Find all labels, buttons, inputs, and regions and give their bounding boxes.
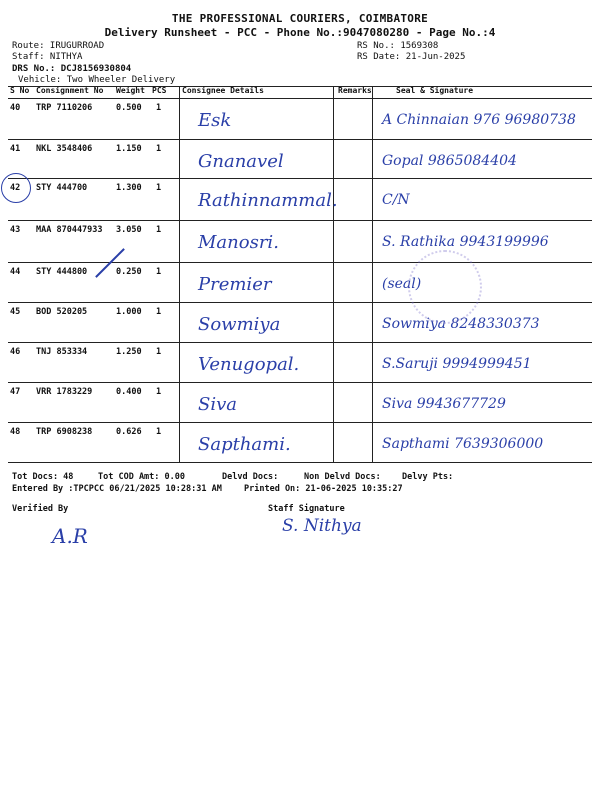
row-weight: 1.000 — [116, 307, 142, 317]
row-divider — [8, 262, 592, 263]
remarks-column-divider — [333, 86, 334, 462]
row-divider — [8, 302, 592, 303]
row-serial-number: 48 — [10, 427, 21, 437]
row-serial-number: 43 — [10, 225, 21, 235]
row-serial-number: 46 — [10, 347, 21, 357]
row-divider — [8, 220, 592, 221]
row-weight: 0.626 — [116, 427, 142, 437]
row-consignee-handwriting: Premier — [198, 274, 272, 295]
row-consignment-number: MAA 870447933 — [36, 225, 103, 235]
row-divider — [8, 462, 592, 463]
row-divider — [8, 382, 592, 383]
row-signature-handwriting: Siva 9943677729 — [382, 396, 506, 412]
verifier-signature: A.R — [52, 524, 88, 548]
row-serial-number: 42 — [10, 183, 21, 193]
row-consignment-number: BOD 520205 — [36, 307, 88, 317]
row-consignee-handwriting: Rathinnammal. — [198, 190, 338, 211]
drs-number: DRS No.: DCJ8156930804 — [12, 64, 132, 74]
row-consignment-number: NKL 3548406 — [36, 144, 93, 154]
row-serial-number: 40 — [10, 103, 21, 113]
row-consignee-handwriting: Venugopal. — [198, 354, 300, 375]
row-consignment-number: TRP 7110206 — [36, 103, 93, 113]
printed-on: Printed On: 21-06-2025 10:35:27 — [244, 484, 403, 494]
row-weight: 0.400 — [116, 387, 142, 397]
consignee-column-divider — [179, 86, 180, 462]
row-pieces: 1 — [156, 347, 162, 357]
row-signature-handwriting: A Chinnaian 976 96980738 — [382, 112, 576, 128]
total-cod-amount: Tot COD Amt: 0.00 — [98, 472, 185, 482]
row-pieces: 1 — [156, 267, 162, 277]
col-header-sno: S No — [10, 86, 30, 95]
row-serial-number: 45 — [10, 307, 21, 317]
col-header-consignee: Consignee Details — [182, 86, 264, 95]
row-pieces: 1 — [156, 103, 162, 113]
row-pieces: 1 — [156, 183, 162, 193]
rs-date: RS Date: 21-Jun-2025 — [357, 52, 466, 62]
row-consignment-number: STY 444800 — [36, 267, 88, 277]
row-signature-handwriting: Sapthami 7639306000 — [382, 436, 544, 452]
entered-by: Entered By :TPCPCC 06/21/2025 10:28:31 AM — [12, 484, 222, 494]
signature-column-divider — [372, 86, 373, 462]
row-consignee-handwriting: Esk — [198, 110, 232, 131]
col-header-remarks: Remarks — [338, 86, 372, 95]
row-divider — [8, 139, 592, 140]
staff-label: Staff: NITHYA — [12, 52, 83, 62]
row-serial-number: 47 — [10, 387, 21, 397]
row-weight: 0.250 — [116, 267, 142, 277]
staff-handwritten-signature: S. Nithya — [282, 516, 362, 536]
verified-by-label: Verified By — [12, 504, 69, 514]
row-divider — [8, 422, 592, 423]
row-weight: 0.500 — [116, 103, 142, 113]
vehicle-label: Vehicle: Two Wheeler Delivery — [18, 75, 176, 85]
document-subtitle: Delivery Runsheet - PCC - Phone No.:9047080280 - Page No.:4 — [104, 26, 496, 39]
row-signature-handwriting: (seal) — [382, 276, 422, 292]
row-pieces: 1 — [156, 307, 162, 317]
staff-signature-label: Staff Signature — [268, 504, 345, 514]
row-weight: 3.050 — [116, 225, 142, 235]
row-consignment-number: VRR 1783229 — [36, 387, 93, 397]
row-consignment-number: TRP 6908238 — [36, 427, 93, 437]
table-header-border — [8, 98, 592, 99]
row-signature-handwriting: S.Saruji 9994999451 — [382, 356, 532, 372]
row-weight: 1.150 — [116, 144, 142, 154]
non-delivered-docs: Non Delvd Docs: — [304, 472, 381, 482]
rs-number: RS No.: 1569308 — [357, 41, 439, 51]
row-pieces: 1 — [156, 225, 162, 235]
row-consignment-number: TNJ 853334 — [36, 347, 88, 357]
row-consignee-handwriting: Sapthami. — [198, 434, 291, 455]
col-header-consignment: Consignment No — [36, 86, 104, 95]
row-weight: 1.250 — [116, 347, 142, 357]
col-header-weight: Weight — [116, 86, 145, 95]
row-consignee-handwriting: Sowmiya — [198, 314, 281, 335]
row-consignment-number: STY 444700 — [36, 183, 88, 193]
row-divider — [8, 178, 592, 179]
row-serial-number: 44 — [10, 267, 21, 277]
col-header-pcs: PCS — [152, 86, 167, 95]
row-pieces: 1 — [156, 387, 162, 397]
col-header-signature: Seal & Signature — [396, 86, 474, 95]
delivered-docs: Delvd Docs: — [222, 472, 279, 482]
seal-stamp — [408, 250, 482, 324]
route-label: Route: IRUGURROAD — [12, 41, 105, 51]
row-serial-number: 41 — [10, 144, 21, 154]
row-consignee-handwriting: Gnanavel — [198, 151, 284, 172]
row-pieces: 1 — [156, 427, 162, 437]
document-title: THE PROFESSIONAL COURIERS, COIMBATORE — [171, 12, 429, 25]
row-signature-handwriting: Sowmiya 8248330373 — [382, 316, 540, 332]
row-signature-handwriting: Gopal 9865084404 — [382, 153, 517, 169]
row-42-circle-mark — [1, 173, 31, 203]
row-signature-handwriting: C/N — [382, 192, 410, 208]
row-divider — [8, 342, 592, 343]
row-signature-handwriting: S. Rathika 9943199996 — [382, 234, 549, 250]
delivery-points: Delvy Pts: — [402, 472, 454, 482]
row-weight: 1.300 — [116, 183, 142, 193]
row-consignee-handwriting: Manosri. — [198, 232, 279, 253]
row-consignee-handwriting: Siva — [198, 394, 237, 415]
row-pieces: 1 — [156, 144, 162, 154]
total-docs: Tot Docs: 48 — [12, 472, 74, 482]
